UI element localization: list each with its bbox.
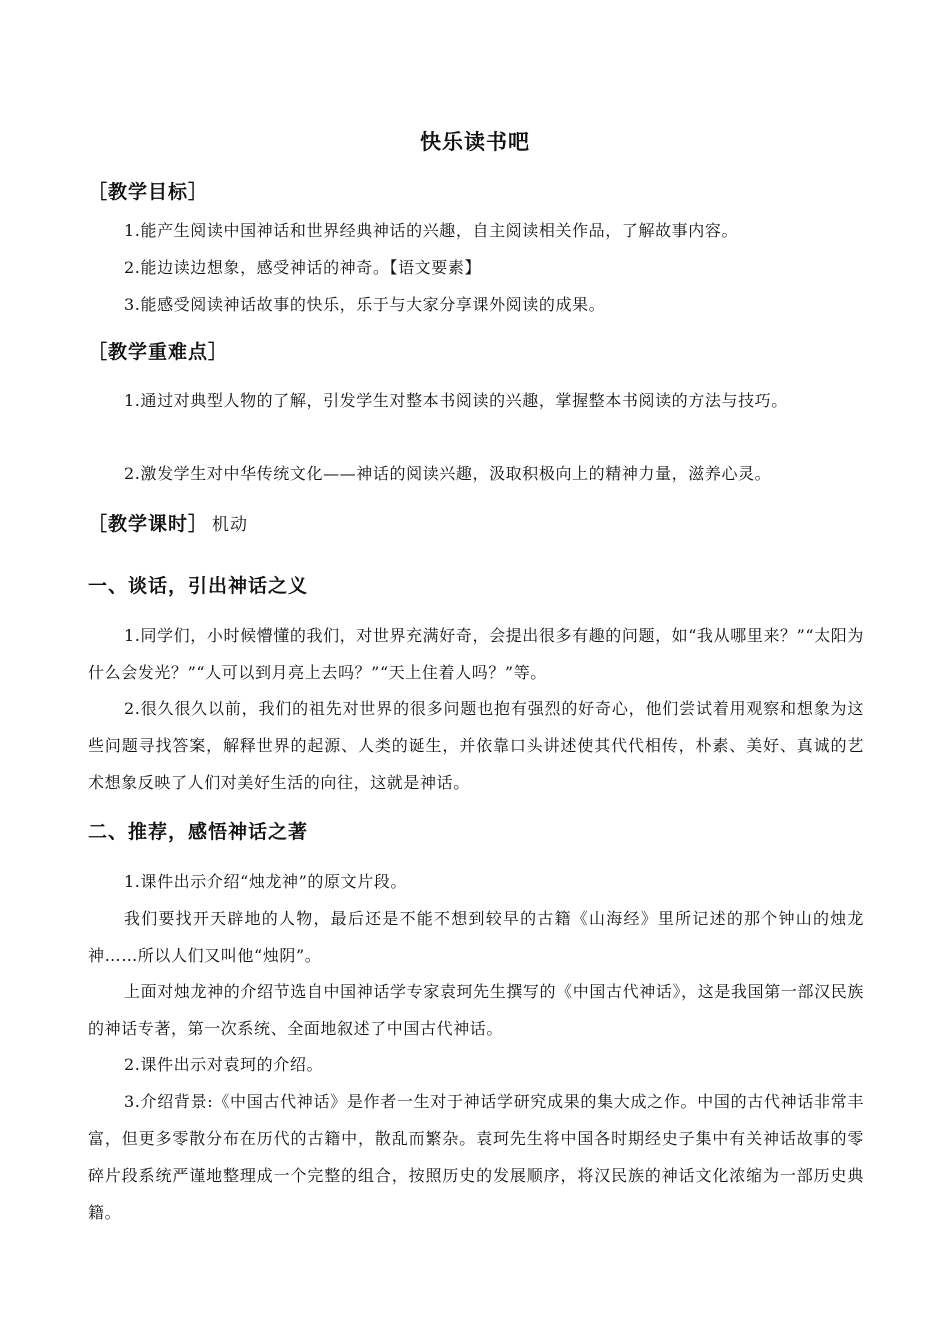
section2-paragraph: 1.课件出示介绍“烛龙神”的原文片段。 — [124, 872, 408, 891]
document-title: 快乐读书吧 — [420, 130, 530, 154]
section1-heading: 一、谈话，引出神话之义 — [88, 575, 309, 597]
section2-paragraph: 2.课件出示对袁珂的介绍。 — [124, 1055, 324, 1074]
section2-paragraph: 3.介绍背景:《中国古代神话》是作者一生对于神话学研究成果的集大成之作。中国的古代神话非常丰富，但更多零散分布在历代的古籍中，散乱而繁杂。袁珂先生将中国各时期经史子集中有关神话故事的零碎片段系统严谨地整理成一个完整的组合，按照历史的发展顺序，将汉民族的神话文化浓缩为一部历史典籍。 — [88, 1092, 864, 1222]
section2-heading: 二、推荐，感悟神话之著 — [88, 821, 309, 843]
section2-paragraph: 上面对烛龙神的介绍节选自中国神话学专家袁珂先生撰写的《中国古代神话》，这是我国第一部汉民族的神话专著，第一次系统、全面地叙述了中国古代神话。 — [88, 982, 864, 1038]
section1-paragraph: 1.同学们，小时候懵懂的我们，对世界充满好奇，会提出很多有趣的问题，如“我从哪里来？”“太阳为什么会发光？”“人可以到月亮上去吗？”“天上住着人吗？”等。 — [88, 626, 865, 682]
objectives-heading: ［教学目标］ — [88, 181, 209, 203]
key-points-heading: ［教学重难点］ — [88, 341, 229, 363]
key-point-item: 1.通过对典型人物的了解，引发学生对整本书阅读的兴趣，掌握整本书阅读的方法与技巧。 — [124, 391, 788, 410]
objective-item: 3.能感受阅读神话故事的快乐，乐于与大家分享课外阅读的成果。 — [124, 295, 606, 314]
section1-paragraph: 2.很久很久以前，我们的祖先对世界的很多问题也抱有强烈的好奇心，他们尝试着用观察和想象为这些问题寻找答案，解释世界的起源、人类的诞生，并依靠口头讲述使其代代相传，朴素、美好、真诚的艺术想象反映了人们对美好生活的向往，这就是神话。 — [88, 699, 864, 792]
hours-heading — [88, 509, 248, 536]
objective-item: 2.能边读边想象，感受神话的神奇。【语文要素】 — [124, 258, 482, 277]
objective-item: 1.能产生阅读中国神话和世界经典神话的兴趣，自主阅读相关作品，了解故事内容。 — [124, 221, 739, 240]
section2-paragraph: 我们要找开天辟地的人物，最后还是不能不想到较早的古籍《山海经》里所记述的那个钟山的烛龙神……所以人们又叫他“烛阴”。 — [88, 909, 864, 965]
hours-heading-label: ［教学课时］ — [88, 513, 209, 535]
hours-value: 机动 — [212, 515, 249, 535]
key-point-item: 2.激发学生对中华传统文化——神话的阅读兴趣，汲取积极向上的精神力量，滋养心灵。 — [124, 464, 772, 483]
